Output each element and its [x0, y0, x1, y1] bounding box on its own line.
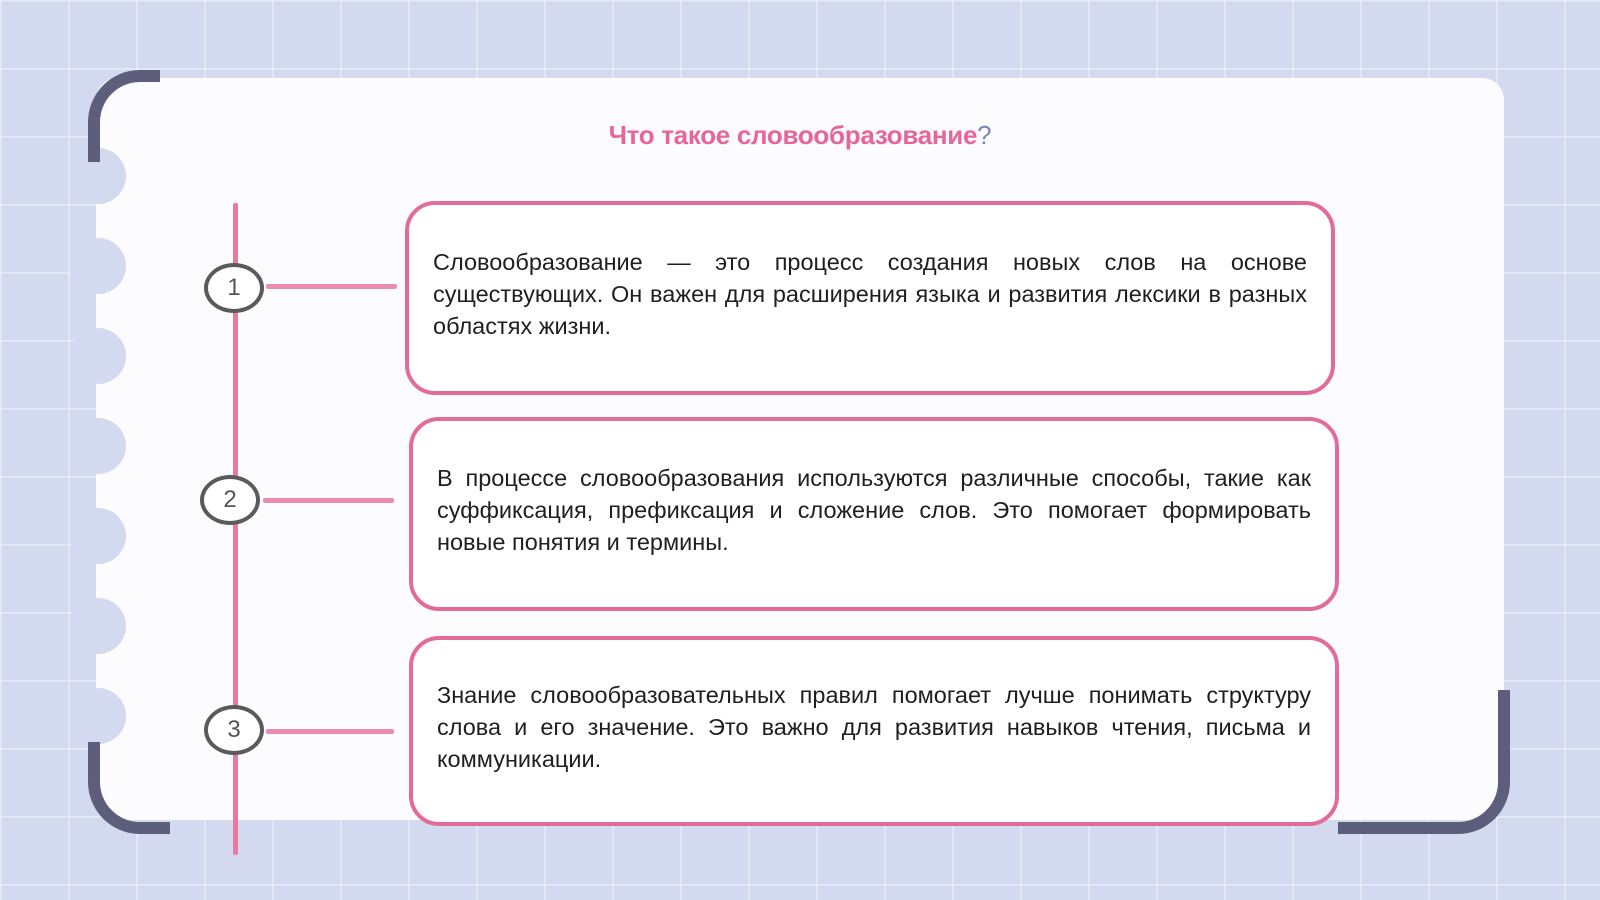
info-card-1: [405, 201, 1335, 395]
scallop-edge: [70, 598, 126, 654]
info-card-2: [409, 417, 1339, 611]
title-text: Что такое словообразование: [608, 120, 978, 150]
card-text-3: Знание словообразовательных правил помогает лучше понимать структуру слова и его значение. Это важно для развития навыков чтения, письма и коммуникации.: [437, 682, 1311, 772]
frame-corner-bottom-left: [88, 742, 170, 834]
connector-2: [263, 498, 394, 503]
slide-title: [0, 120, 1600, 151]
step-marker-2: 2: [200, 475, 260, 525]
card-text-2: В процессе словообразования используются различные способы, такие как суффиксация, префиксация и сложение слов. Это помогает формировать новые понятия и термины.: [437, 465, 1311, 555]
frame-corner-bottom-right: [1338, 690, 1510, 834]
scallop-edge: [70, 508, 126, 564]
card-text-1: Словообразование — это процесс создания новых слов на основе существующих. Он важен для расширения языка и развития лексики в разных областях жизни.: [433, 249, 1307, 339]
step-marker-1: 1: [204, 263, 264, 313]
scallop-edge: [70, 238, 126, 294]
connector-1: [266, 284, 397, 289]
scallop-edge: [70, 688, 126, 744]
scallop-edge: [70, 328, 126, 384]
info-card-3: [409, 636, 1339, 826]
step-marker-3: 3: [204, 705, 264, 755]
connector-3: [266, 729, 394, 734]
title-question-mark: ?: [977, 120, 992, 150]
scallop-edge: [70, 418, 126, 474]
